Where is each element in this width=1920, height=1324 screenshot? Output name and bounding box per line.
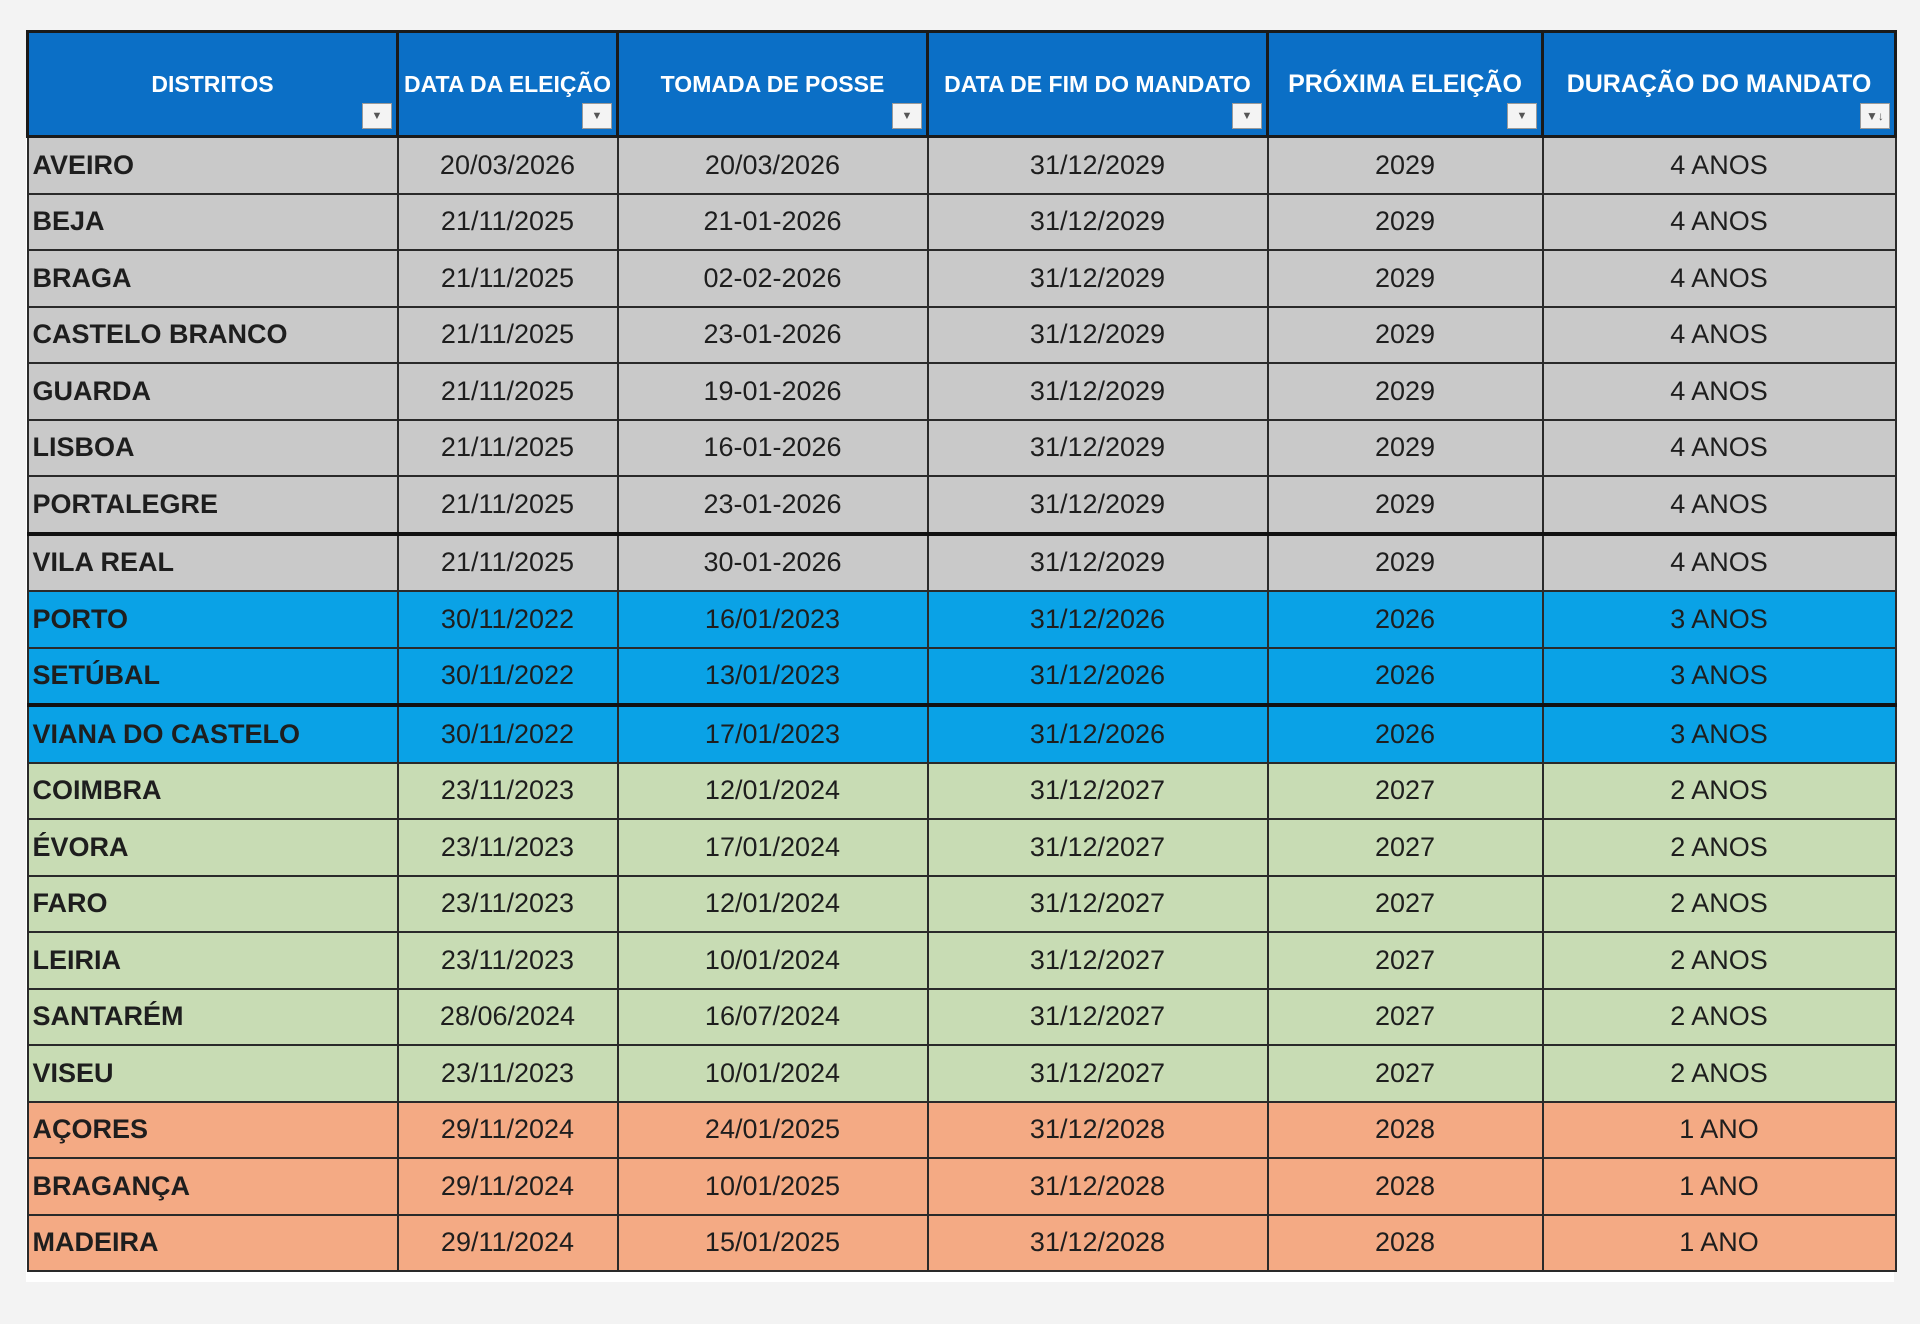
district-cell[interactable]: VILA REAL — [28, 534, 398, 592]
mandate-duration-cell[interactable]: 3 ANOS — [1543, 648, 1896, 706]
next-election-cell[interactable]: 2027 — [1268, 763, 1543, 820]
election-date-cell[interactable]: 29/11/2024 — [398, 1102, 618, 1159]
table-row — [28, 194, 1896, 251]
election-date-cell[interactable]: 21/11/2025 — [398, 363, 618, 420]
inauguration-date-cell[interactable]: 10/01/2024 — [618, 1045, 928, 1102]
header-label: DURAÇÃO DO MANDATO — [1566, 70, 1872, 98]
election-date-cell[interactable]: 23/11/2023 — [398, 1045, 618, 1102]
next-election-cell[interactable]: 2028 — [1268, 1102, 1543, 1159]
inauguration-date-cell[interactable]: 23-01-2026 — [618, 476, 928, 534]
inauguration-date-cell[interactable]: 20/03/2026 — [618, 137, 928, 194]
inauguration-date-cell[interactable]: 12/01/2024 — [618, 876, 928, 933]
table-row — [28, 989, 1896, 1046]
table-row — [28, 1102, 1896, 1159]
election-date-cell[interactable]: 29/11/2024 — [398, 1158, 618, 1215]
election-date-cell[interactable]: 23/11/2023 — [398, 819, 618, 876]
inauguration-date-cell[interactable]: 16/07/2024 — [618, 989, 928, 1046]
next-election-cell[interactable]: 2029 — [1268, 250, 1543, 307]
election-date-cell[interactable]: 30/11/2022 — [398, 648, 618, 706]
next-election-cell[interactable]: 2028 — [1268, 1215, 1543, 1272]
mandate-end-cell[interactable]: 31/12/2027 — [928, 932, 1268, 989]
mandate-duration-cell[interactable]: 2 ANOS — [1543, 819, 1896, 876]
election-date-cell[interactable]: 20/03/2026 — [398, 137, 618, 194]
filter-dropdown-icon[interactable]: ▼ — [582, 103, 612, 129]
header-duracao-mandato — [1543, 32, 1896, 137]
mandate-duration-cell[interactable]: 3 ANOS — [1543, 591, 1896, 648]
mandate-duration-cell[interactable]: 4 ANOS — [1543, 250, 1896, 307]
header-proxima-eleicao — [1268, 32, 1543, 137]
mandate-end-cell[interactable]: 31/12/2027 — [928, 876, 1268, 933]
table-row — [28, 534, 1896, 592]
next-election-cell[interactable]: 2027 — [1268, 989, 1543, 1046]
header-data-fim-mandato — [928, 32, 1268, 137]
district-cell[interactable]: VIANA DO CASTELO — [28, 705, 398, 763]
inauguration-date-cell[interactable]: 13/01/2023 — [618, 648, 928, 706]
mandate-end-cell[interactable]: 31/12/2028 — [928, 1215, 1268, 1272]
inauguration-date-cell[interactable]: 15/01/2025 — [618, 1215, 928, 1272]
district-cell[interactable]: COIMBRA — [28, 763, 398, 820]
mandate-duration-cell[interactable]: 2 ANOS — [1543, 1045, 1896, 1102]
district-cell[interactable]: GUARDA — [28, 363, 398, 420]
mandate-duration-cell[interactable]: 4 ANOS — [1543, 420, 1896, 477]
table-row — [28, 420, 1896, 477]
election-date-cell[interactable]: 21/11/2025 — [398, 534, 618, 592]
district-cell[interactable]: SETÚBAL — [28, 648, 398, 706]
mandate-end-cell[interactable]: 31/12/2029 — [928, 194, 1268, 251]
header-label: DISTRITOS — [151, 71, 274, 97]
mandate-end-cell[interactable]: 31/12/2029 — [928, 420, 1268, 477]
district-cell[interactable]: ÉVORA — [28, 819, 398, 876]
next-election-cell[interactable]: 2027 — [1268, 932, 1543, 989]
next-election-cell[interactable]: 2029 — [1268, 534, 1543, 592]
mandate-duration-cell[interactable]: 4 ANOS — [1543, 194, 1896, 251]
next-election-cell[interactable]: 2027 — [1268, 876, 1543, 933]
mandate-end-cell[interactable]: 31/12/2029 — [928, 307, 1268, 364]
election-date-cell[interactable]: 21/11/2025 — [398, 476, 618, 534]
header-label: DATA DA ELEIÇÃO — [404, 71, 611, 97]
district-cell[interactable]: BEJA — [28, 194, 398, 251]
mandate-duration-cell[interactable]: 4 ANOS — [1543, 363, 1896, 420]
table-row — [28, 819, 1896, 876]
mandate-end-cell[interactable]: 31/12/2028 — [928, 1102, 1268, 1159]
next-election-cell[interactable]: 2026 — [1268, 648, 1543, 706]
inauguration-date-cell[interactable]: 17/01/2024 — [618, 819, 928, 876]
next-election-cell[interactable]: 2026 — [1268, 705, 1543, 763]
district-cell[interactable]: AÇORES — [28, 1102, 398, 1159]
table-row — [28, 137, 1896, 194]
header-label: TOMADA DE POSSE — [660, 71, 885, 97]
election-date-cell[interactable]: 21/11/2025 — [398, 194, 618, 251]
mandate-duration-cell[interactable]: 1 ANO — [1543, 1158, 1896, 1215]
mandate-duration-cell[interactable]: 2 ANOS — [1543, 763, 1896, 820]
table-row — [28, 591, 1896, 648]
mandate-end-cell[interactable]: 31/12/2029 — [928, 476, 1268, 534]
mandate-end-cell[interactable]: 31/12/2027 — [928, 1045, 1268, 1102]
mandate-end-cell[interactable]: 31/12/2028 — [928, 1158, 1268, 1215]
mandate-duration-cell[interactable]: 1 ANO — [1543, 1215, 1896, 1272]
district-cell[interactable]: VISEU — [28, 1045, 398, 1102]
next-election-cell[interactable]: 2029 — [1268, 194, 1543, 251]
mandate-end-cell[interactable]: 31/12/2027 — [928, 989, 1268, 1046]
mandate-duration-cell[interactable]: 4 ANOS — [1543, 534, 1896, 592]
inauguration-date-cell[interactable]: 16/01/2023 — [618, 591, 928, 648]
election-date-cell[interactable]: 29/11/2024 — [398, 1215, 618, 1272]
table-row — [28, 763, 1896, 820]
filter-dropdown-icon[interactable]: ▼ — [362, 103, 392, 129]
next-election-cell[interactable]: 2029 — [1268, 420, 1543, 477]
election-date-cell[interactable]: 28/06/2024 — [398, 989, 618, 1046]
election-date-cell[interactable]: 30/11/2022 — [398, 705, 618, 763]
header-label: PRÓXIMA ELEIÇÃO — [1288, 70, 1522, 98]
elections-table — [26, 30, 1897, 1272]
mandate-end-cell[interactable]: 31/12/2027 — [928, 819, 1268, 876]
election-date-cell[interactable]: 21/11/2025 — [398, 420, 618, 477]
district-cell[interactable]: AVEIRO — [28, 137, 398, 194]
mandate-end-cell[interactable]: 31/12/2029 — [928, 534, 1268, 592]
header-data-eleicao — [398, 32, 618, 137]
district-cell[interactable]: PORTO — [28, 591, 398, 648]
table-row — [28, 250, 1896, 307]
filter-dropdown-icon[interactable]: ▼ — [1507, 103, 1537, 129]
mandate-end-cell[interactable]: 31/12/2029 — [928, 363, 1268, 420]
table-row — [28, 1215, 1896, 1272]
election-date-cell[interactable]: 23/11/2023 — [398, 763, 618, 820]
table-row — [28, 1158, 1896, 1215]
header-label: DATA DE FIM DO MANDATO — [944, 71, 1251, 97]
next-election-cell[interactable]: 2029 — [1268, 137, 1543, 194]
mandate-end-cell[interactable]: 31/12/2029 — [928, 137, 1268, 194]
next-election-cell[interactable]: 2027 — [1268, 819, 1543, 876]
mandate-duration-cell[interactable]: 3 ANOS — [1543, 705, 1896, 763]
mandate-end-cell[interactable]: 31/12/2027 — [928, 763, 1268, 820]
mandate-duration-cell[interactable]: 4 ANOS — [1543, 476, 1896, 534]
mandate-end-cell[interactable]: 31/12/2029 — [928, 250, 1268, 307]
election-date-cell[interactable]: 23/11/2023 — [398, 876, 618, 933]
inauguration-date-cell[interactable]: 02-02-2026 — [618, 250, 928, 307]
district-cell[interactable]: LEIRIA — [28, 932, 398, 989]
table-row — [28, 476, 1896, 534]
district-cell[interactable]: MADEIRA — [28, 1215, 398, 1272]
table-row — [28, 876, 1896, 933]
district-cell[interactable]: PORTALEGRE — [28, 476, 398, 534]
table-row — [28, 363, 1896, 420]
district-cell[interactable]: LISBOA — [28, 420, 398, 477]
district-cell[interactable]: BRAGA — [28, 250, 398, 307]
election-date-cell[interactable]: 21/11/2025 — [398, 307, 618, 364]
next-election-cell[interactable]: 2029 — [1268, 307, 1543, 364]
inauguration-date-cell[interactable]: 21-01-2026 — [618, 194, 928, 251]
mandate-duration-cell[interactable]: 2 ANOS — [1543, 989, 1896, 1046]
mandate-duration-cell[interactable]: 4 ANOS — [1543, 307, 1896, 364]
filter-dropdown-icon[interactable]: ▼ — [892, 103, 922, 129]
table-row — [28, 307, 1896, 364]
inauguration-date-cell[interactable]: 16-01-2026 — [618, 420, 928, 477]
district-cell[interactable]: SANTARÉM — [28, 989, 398, 1046]
sort-descending-icon[interactable]: ▼↓ — [1860, 103, 1890, 129]
district-cell[interactable]: BRAGANÇA — [28, 1158, 398, 1215]
inauguration-date-cell[interactable]: 19-01-2026 — [618, 363, 928, 420]
mandate-end-cell[interactable]: 31/12/2026 — [928, 648, 1268, 706]
inauguration-date-cell[interactable]: 17/01/2023 — [618, 705, 928, 763]
mandate-end-cell[interactable]: 31/12/2026 — [928, 705, 1268, 763]
table-row — [28, 932, 1896, 989]
header-tomada-posse — [618, 32, 928, 137]
inauguration-date-cell[interactable]: 10/01/2025 — [618, 1158, 928, 1215]
filter-dropdown-icon[interactable]: ▼ — [1232, 103, 1262, 129]
mandate-end-cell[interactable]: 31/12/2026 — [928, 591, 1268, 648]
next-election-cell[interactable]: 2029 — [1268, 476, 1543, 534]
header-row — [28, 32, 1896, 137]
inauguration-date-cell[interactable]: 23-01-2026 — [618, 307, 928, 364]
next-election-cell[interactable]: 2027 — [1268, 1045, 1543, 1102]
inauguration-date-cell[interactable]: 30-01-2026 — [618, 534, 928, 592]
election-date-cell[interactable]: 23/11/2023 — [398, 932, 618, 989]
spreadsheet — [26, 30, 1894, 1282]
election-date-cell[interactable]: 21/11/2025 — [398, 250, 618, 307]
next-election-cell[interactable]: 2026 — [1268, 591, 1543, 648]
mandate-duration-cell[interactable]: 4 ANOS — [1543, 137, 1896, 194]
header-distritos — [28, 32, 398, 137]
table-row — [28, 648, 1896, 706]
district-cell[interactable]: FARO — [28, 876, 398, 933]
inauguration-date-cell[interactable]: 10/01/2024 — [618, 932, 928, 989]
inauguration-date-cell[interactable]: 24/01/2025 — [618, 1102, 928, 1159]
election-date-cell[interactable]: 30/11/2022 — [398, 591, 618, 648]
table-row — [28, 1045, 1896, 1102]
next-election-cell[interactable]: 2028 — [1268, 1158, 1543, 1215]
district-cell[interactable]: CASTELO BRANCO — [28, 307, 398, 364]
mandate-duration-cell[interactable]: 2 ANOS — [1543, 876, 1896, 933]
inauguration-date-cell[interactable]: 12/01/2024 — [618, 763, 928, 820]
mandate-duration-cell[interactable]: 2 ANOS — [1543, 932, 1896, 989]
mandate-duration-cell[interactable]: 1 ANO — [1543, 1102, 1896, 1159]
table-row — [28, 705, 1896, 763]
next-election-cell[interactable]: 2029 — [1268, 363, 1543, 420]
